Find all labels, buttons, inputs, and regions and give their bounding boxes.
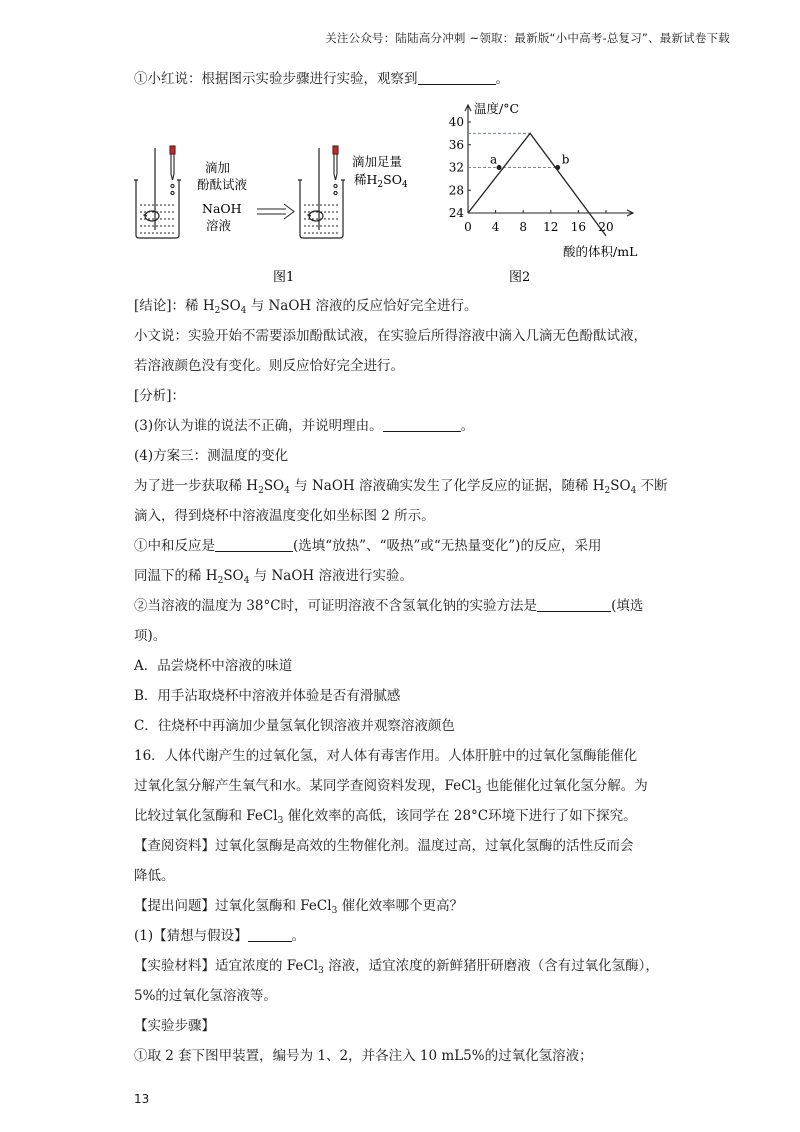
- q16-materials-cont: 5%的过氧化氢溶液等。: [134, 988, 277, 1004]
- fig1-label-naoh: NaOH: [202, 201, 242, 216]
- beaker-2: [298, 148, 345, 238]
- q4-item-1-cont: 同温下的稀 $H_2SO_4$ 与 NaOH 溶液进行实验。: [134, 568, 413, 586]
- point-b: [555, 165, 560, 170]
- fig2-caption: 图2: [509, 270, 531, 285]
- q4-item-1: ①中和反应是 (选填“放热”、“吸热”或“无热量变化”)的反应，采用: [134, 538, 602, 554]
- answer-blank[interactable]: [383, 419, 461, 432]
- y-tick-label: 36: [448, 137, 464, 152]
- q16-step-1: ①取 2 套下图甲装置，编号为 1、2，并各注入 10 mL5%的过氧化氢溶液；: [134, 1048, 593, 1064]
- conclusion-line: [结论]：稀 $H_2SO_4$ 与 NaOH 溶液的反应恰好完全进行。: [134, 298, 478, 316]
- answer-blank[interactable]: [418, 72, 496, 85]
- dropper-1: [170, 146, 175, 195]
- q16-para-2: 过氧化氢分解产生氧气和水。某同学查阅资料发现，FeCl$_3$ 也能催化过氧化氢分解。为: [134, 778, 648, 796]
- q4-item-2-cont: 项)。: [134, 628, 167, 644]
- y-tick-label: 40: [448, 115, 464, 129]
- point-label-a: a: [490, 152, 498, 167]
- q16-para-3: 比较过氧化氢酶和 FeCl$_3$ 催化效率的高低，该同学在 28°C环境下进行了如下探究。: [134, 808, 637, 826]
- xiaowen-line-2: 若溶液颜色没有变化。则反应恰好完全进行。: [134, 358, 404, 374]
- dropper-2: [333, 146, 338, 195]
- q3-line: (3)你认为谁的说法不正确，并说明理由。 。: [134, 418, 475, 434]
- fig1-caption: 图1: [273, 270, 295, 285]
- x-tick-label: 0: [464, 220, 472, 234]
- q16-para-1: 16．人体代谢产生的过氧化氢，对人体有毒害作用。人体肝脏中的过氧化氢酶能催化: [134, 748, 638, 764]
- q15-observe-line: ①小红说：根据图示实验步骤进行实验，观察到 。: [134, 71, 509, 87]
- fig1-label-add: 滴加: [205, 160, 231, 175]
- q16-question: 【提出问题】过氧化氢酶和 FeCl$_3$ 催化效率哪个更高？: [134, 898, 464, 916]
- q16-hypothesis: (1)【猜想与假设】 。: [134, 928, 306, 944]
- x-tick-label: 20: [598, 220, 614, 234]
- x-tick-label: 4: [491, 220, 500, 234]
- x-tick-label: 16: [570, 220, 587, 234]
- q4-title: (4)方案三：测温度的变化: [134, 448, 289, 464]
- x-axis-label: 酸的体积/mL: [563, 244, 638, 259]
- answer-blank[interactable]: [537, 599, 611, 612]
- y-axis-label: 温度/°C: [474, 101, 520, 116]
- fig1-label-add-enough: 滴加足量: [352, 154, 403, 169]
- answer-blank[interactable]: [248, 929, 292, 942]
- xiaowen-line-1: 小文说：实验开始不需要添加酚酞试液，在实验后所得溶液中滴入几滴无色酚酞试液，: [134, 328, 647, 344]
- q4-para-1: 为了进一步获取稀 $H_2SO_4$ 与 NaOH 溶液确实发生了化学反应的证据，随稀 $H_2SO_4$ 不断: [134, 478, 668, 496]
- point-a: [497, 165, 502, 170]
- x-tick-label: 8: [519, 220, 528, 234]
- fig1-label-phenol: 酚酞试液: [197, 177, 248, 192]
- q16-info: 【查阅资料】过氧化氢酶是高效的生物催化剂。温度过高，过氧化氢酶的活性反而会: [134, 838, 634, 854]
- page-number: 13: [134, 1092, 150, 1106]
- q16-materials: 【实验材料】适宜浓度的 FeCl$_3$ 溶液，适宜浓度的新鲜猪肝研磨液（含有过氧化氢酶），: [134, 958, 659, 976]
- option-b[interactable]: B．用手沾取烧杯中溶液并体验是否有滑腻感: [134, 688, 401, 704]
- analysis-label: [分析]：: [134, 388, 186, 404]
- y-tick-label: 32: [448, 160, 464, 175]
- option-c[interactable]: C．往烧杯中再滴加少量氢氧化钡溶液并观察溶液颜色: [134, 718, 455, 734]
- answer-blank[interactable]: [215, 539, 293, 552]
- y-tick-label: 28: [448, 183, 464, 198]
- page-header: 关注公众号：陆陆高分冲刺 ~领取：最新版“小中高考-总复习”、最新试卷下载: [325, 31, 730, 45]
- fig1-label-h2so4: 稀$H_2SO_4$: [354, 172, 408, 190]
- option-a[interactable]: A．品尝烧杯中溶液的味道: [134, 658, 293, 674]
- y-tick-label: 24: [448, 206, 464, 220]
- arrow-icon: [257, 204, 294, 219]
- q4-item-2: ②当溶液的温度为 38°C时，可证明溶液不含氢氧化钠的实验方法是 (填选: [134, 598, 644, 614]
- temperature-chart: [449, 101, 638, 259]
- q16-info-cont: 降低。: [134, 868, 175, 884]
- fig1-label-solution: 溶液: [206, 218, 232, 233]
- point-label-b: b: [561, 152, 570, 167]
- x-tick-label: 12: [543, 220, 559, 234]
- q4-para-2: 滴入，得到烧杯中溶液温度变化如坐标图 2 所示。: [134, 508, 435, 524]
- q16-steps-title: 【实验步骤】: [134, 1018, 215, 1034]
